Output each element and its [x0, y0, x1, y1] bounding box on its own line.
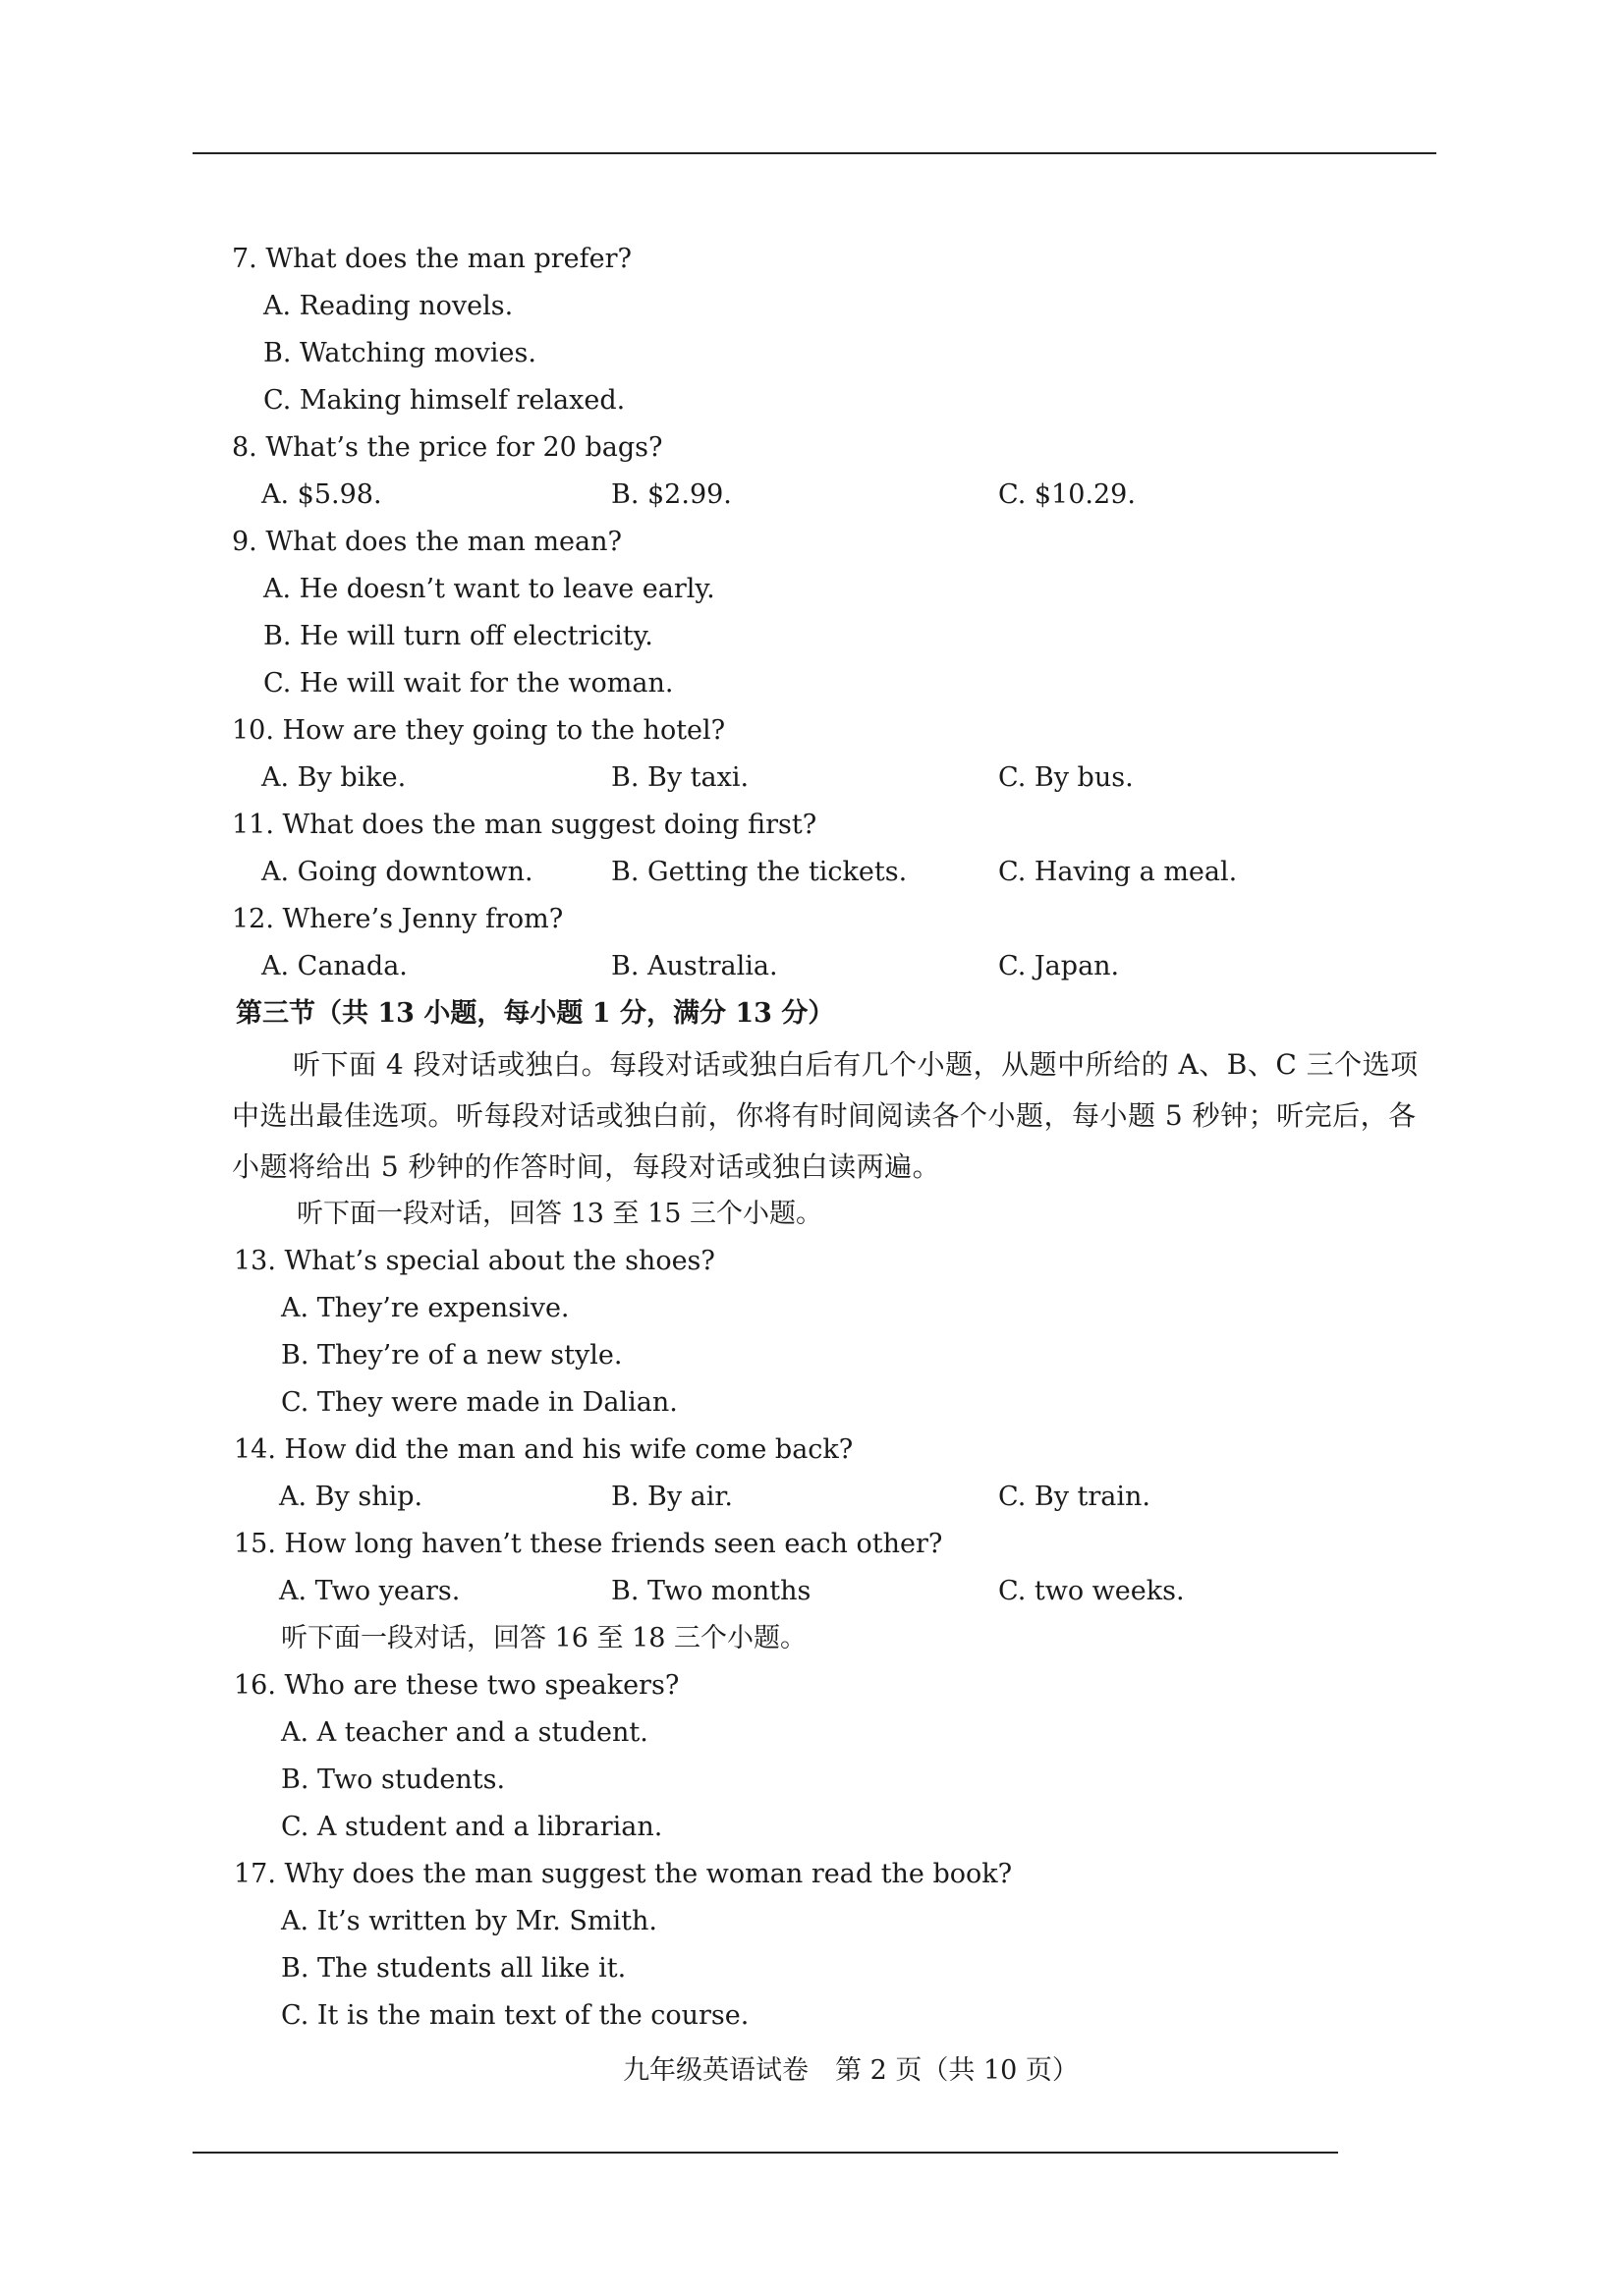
answer-option: A. Reading novels.: [263, 291, 514, 321]
answer-option: C. two weeks.: [998, 1576, 1185, 1606]
bottom-rule: [193, 2152, 1338, 2154]
answer-option: C. By train.: [998, 1482, 1150, 1512]
question-text: 9. What does the man mean?: [232, 527, 622, 557]
answer-option: B. Getting the tickets.: [611, 857, 908, 887]
answer-option: B. He will turn off electricity.: [263, 621, 653, 651]
question-text: 13. What’s special about the shoes?: [234, 1246, 715, 1276]
answer-option: A. They’re expensive.: [281, 1293, 570, 1323]
question-text: 10. How are they going to the hotel?: [232, 715, 726, 746]
question-text: 15. How long haven’t these friends seen each other?: [234, 1529, 943, 1559]
answer-option: A. By bike.: [261, 762, 407, 793]
answer-option: B. Two months: [611, 1576, 812, 1606]
group-instruction: 听下面一段对话，回答 16 至 18 三个小题。: [281, 1623, 808, 1653]
question-text: 16. Who are these two speakers?: [234, 1670, 680, 1701]
answer-option: C. They were made in Dalian.: [281, 1387, 678, 1418]
answer-option: C. A student and a librarian.: [281, 1812, 663, 1842]
question-text: 14. How did the man and his wife come back?: [234, 1434, 854, 1465]
question-text: 7. What does the man prefer?: [232, 244, 632, 274]
question-text: 17. Why does the man suggest the woman read the book?: [234, 1859, 1013, 1889]
answer-option: C. He will wait for the woman.: [263, 668, 674, 699]
answer-option: A. Two years.: [279, 1576, 461, 1606]
answer-option: B. The students all like it.: [281, 1953, 627, 1984]
section-heading: 第三节（共 13 小题，每小题 1 分，满分 13 分）: [236, 998, 835, 1029]
answer-option: B. By air.: [611, 1482, 733, 1512]
answer-option: B. $2.99.: [611, 479, 732, 510]
answer-option: A. By ship.: [279, 1482, 423, 1512]
answer-option: A. A teacher and a student.: [281, 1717, 648, 1748]
top-rule: [193, 152, 1436, 154]
question-text: 12. Where’s Jenny from?: [232, 904, 564, 934]
answer-option: B. Watching movies.: [263, 338, 536, 368]
group-instruction: 听下面一段对话，回答 13 至 15 三个小题。: [297, 1199, 823, 1229]
answer-option: A. Going downtown.: [261, 857, 533, 887]
answer-option: A. Canada.: [261, 951, 408, 981]
answer-option: A. $5.98.: [261, 479, 382, 510]
answer-option: C. It is the main text of the course.: [281, 2000, 750, 2031]
answer-option: B. Two students.: [281, 1764, 506, 1795]
answer-option: C. $10.29.: [998, 479, 1136, 510]
answer-option: A. It’s written by Mr. Smith.: [281, 1906, 657, 1936]
answer-option: B. They’re of a new style.: [281, 1340, 623, 1371]
answer-option: B. By taxi.: [611, 762, 750, 793]
answer-option: C. Making himself relaxed.: [263, 385, 626, 416]
section-instructions: 听下面 4 段对话或独白。每段对话或独白后有几个小题，从题中所给的 A、B、C 三个选项中选出最佳选项。听每段对话或独白前，你将有时间阅读各个小题，每小题 5 秒钟；听完后，各小题将给出 5 秒钟的作答时间，每段对话或独白读两遍。: [232, 1048, 1419, 1183]
page-footer: 九年级英语试卷 第 2 页（共 10 页）: [623, 2055, 1079, 2086]
answer-option: B. Australia.: [611, 951, 778, 981]
answer-option: C. Japan.: [998, 951, 1120, 981]
answer-option: C. By bus.: [998, 762, 1134, 793]
question-text: 11. What does the man suggest doing first?: [232, 810, 817, 840]
answer-option: A. He doesn’t want to leave early.: [263, 574, 715, 604]
question-text: 8. What’s the price for 20 bags?: [232, 432, 663, 463]
answer-option: C. Having a meal.: [998, 857, 1238, 887]
